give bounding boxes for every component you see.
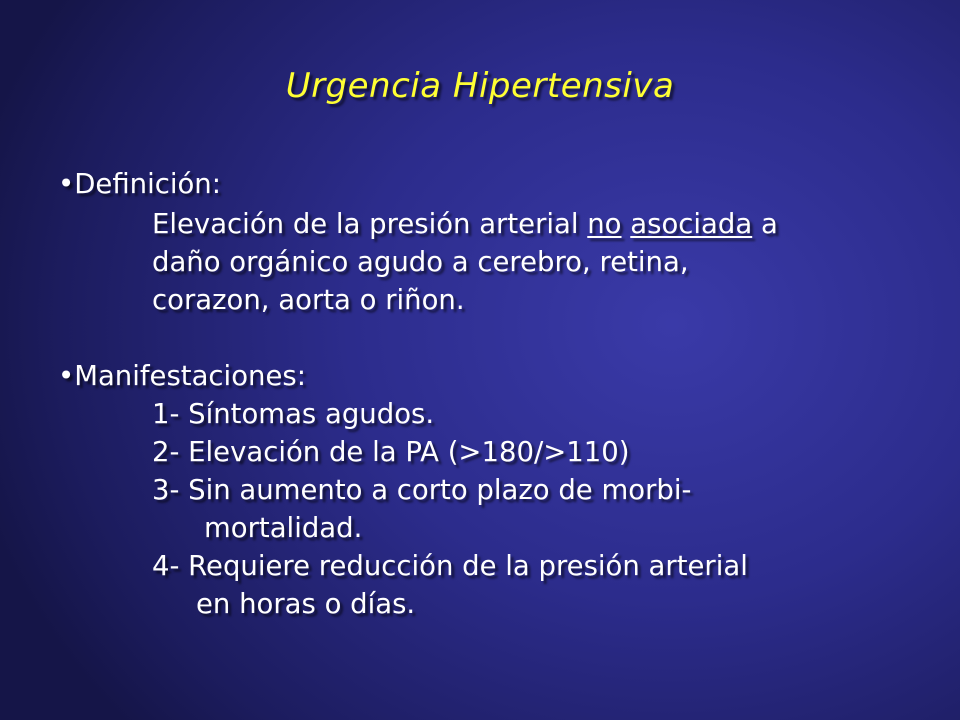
manifestacion-item-3: 3- Sin aumento a corto plazo de morbi- [152,474,692,506]
definicion-heading: •Definición: [58,168,221,200]
definicion-line-1-text-a: Elevación de la presión arterial [152,208,588,240]
manifestacion-item-4-continuation: en horas o días. [196,588,416,620]
definicion-line-1 [152,206,778,243]
manifestacion-item-3-continuation: mortalidad. [204,512,363,544]
definicion-line-2: daño orgánico agudo a cerebro, retina, [152,246,689,278]
manifestacion-item-2: 2- Elevación de la PA (>180/>110) [152,436,630,468]
definicion-line-1-text-b: a [752,208,778,240]
manifestacion-item-4: 4- Requiere reducción de la presión arterial [152,550,748,582]
definicion-line-1-space [622,208,631,240]
definicion-underline-no: no [587,208,622,240]
definicion-underline-asociada: asociada [630,208,753,240]
manifestaciones-heading: •Manifestaciones: [58,360,306,392]
definicion-line-3: corazon, aorta o riñon. [152,284,465,316]
slide-title: Urgencia Hipertensiva [285,66,675,106]
manifestacion-item-1: 1- Síntomas agudos. [152,398,435,430]
